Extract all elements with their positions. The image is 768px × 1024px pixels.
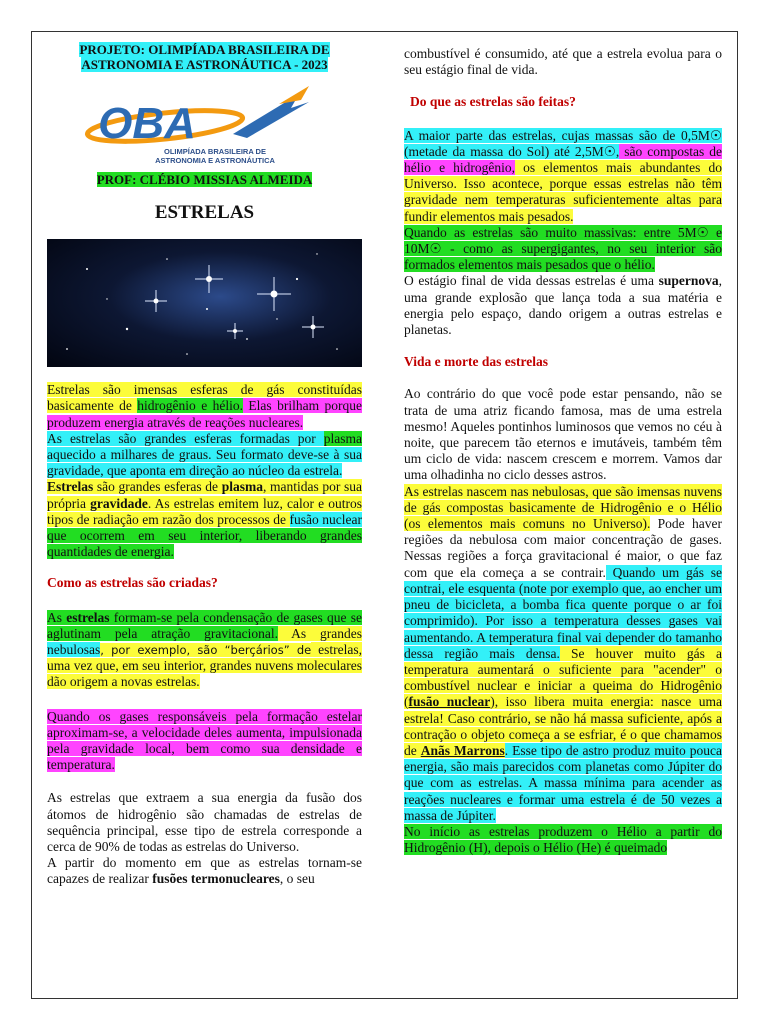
oba-logo (47, 78, 362, 170)
paragraph-intro: Estrelas são imensas esferas de gás constituídas basicamente de hidrogênio e hélio. Elas brilham porque produzem energia através de reações nucleares. (47, 382, 362, 430)
heading-criadas: Como as estrelas são criadas? (47, 575, 218, 591)
right-column (404, 46, 722, 856)
heading-feitas: Do que as estrelas são feitas? (410, 94, 576, 110)
paragraph-ciclo: Ao contrário do que você pode estar pensando, não se trata de uma atriz ficando famosa, mas de uma estrela mesmo! Aqueles pontinhos luminosos que vemos no céu à noite, que parecem tão eternos e imutáveis, também têm um ciclo de vida: nascem crescem e morrem. Vamos dar uma olhadinha no ciclo desses astros. (404, 386, 722, 483)
paragraph-composicao: A maior parte das estrelas, cujas massas são de 0,5M☉ (metade da massa do Sol) até 2,5M☉, são compostas de hélio e hidrogênio, os elementos mais abundantes do Universo. Isso acontece, porque essas estrelas não têm gravidade nem temperaturas suficientemente altas para fundir elementos mais pesados. (404, 127, 722, 224)
intro-block (47, 382, 362, 560)
paragraph-estrelas: Estrelas são grandes esferas de plasma, mantidas por sua própria gravidade. As estrelas emitem luz, calor e outros tipos de radiação em razão dos processos de fusão nuclear que ocorrem em seu interior, liberando grandes quantidades de energia. (47, 479, 362, 560)
svg-text:ASTRONOMIA E ASTRONÁUTICA: ASTRONOMIA E ASTRONÁUTICA (155, 156, 275, 165)
left-column (47, 42, 362, 888)
paragraph-nebulosas: As estrelas nascem nas nebulosas, que são imensas nuvens de gás compostas basicamente de Hidrogênio e o Hélio (os elementos mais comuns no Universo). Pode haver regiões da nebulosa com maior concentração de gases. Nessas regiões a força gravitacional é maior, o que faz com que ela começa a se contrair. Quando um gás se contrai, ele esquenta (note por exemplo que, ao encher um pneu de bicicleta, a bomba fica quente porque o ar foi comprimido). Por isso a temperatura desses gases vai aumentando. A temperatura final vai depender do tamanho dessa região mais densa. Se houver muito gás a temperatura aumentará o suficiente para "acender" o combustível nuclear e iniciar a queima do Hidrogênio (fusão nuclear), isso libera muita energia: nasce uma estrela! Caso contrário, se não há massa suficiente, após a contração o objeto começa a se esfriar, é o que chamamos de Anãs Marrons. Esse tipo de astro produz muito pouca energia, são mais parecidos com planetas como Júpiter do que com as estrelas. A massa mínima para acender as reações nucleares e formar uma estrela é de 50 vezes a massa de Júpiter. (404, 483, 723, 823)
project-title: PROJETO: OLIMPÍADA BRASILEIRA DE ASTRONOMIA E ASTRONÁUTICA - 2023 (79, 42, 330, 72)
paragraph-supernova: O estágio final de vida dessas estrelas é uma supernova, uma grande explosão que lança toda a sua matéria e energia pelo espaço, dando origem a outras estrelas e planetas. (404, 273, 722, 338)
paragraph-sequencia: As estrelas que extraem a sua energia da fusão dos átomos de hidrogênio são chamadas de estrelas de sequência principal, esse tipo de estrela corresponde a cerca de 90% de todas as estrelas do Universo. (47, 790, 362, 855)
paragraph-massivas: Quando as estrelas são muito massivas: entre 5M☉ e 10M☉ - como as supergigantes, no seu interior são formados elementos mais pesados que o hélio. (404, 224, 722, 273)
paragraph-formacao: As estrelas formam-se pela condensação de gases que se aglutinam pela atração gravitacional. As grandes nebulosas, por exemplo, são “berçários” de estrelas, uma vez que, em seu interior, grandes nuvens moleculares dão origem a novas estrelas. (47, 609, 362, 690)
paragraph-combustivel: combustível é consumido, até que a estrela evolua para o seu estágio final de vida. (404, 46, 722, 78)
paragraph-helio: No início as estrelas produzem o Hélio a partir do Hidrogênio (H), depois o Hélio (He) é queimado (404, 823, 722, 856)
page-title: ESTRELAS (154, 202, 255, 223)
starfield-image (47, 239, 362, 367)
paragraph-fusoes: A partir do momento em que as estrelas tornam-se capazes de realizar fusões termonucleares, o seu (47, 855, 362, 887)
paragraph-plasma: As estrelas são grandes esferas formadas por plasma aquecido a milhares de graus. Seu formato deve-se à sua gravidade, que aponta em direção ao núcleo da estrela. (47, 430, 362, 479)
paragraph-gases: Quando os gases responsáveis pela formação estelar aproximam-se, a velocidade deles aumenta, impulsionada pela gravidade local, bem como sua densidade e temperatura. (47, 708, 362, 773)
svg-text:OBA: OBA (98, 99, 196, 148)
svg-text:OLIMPÍADA BRASILEIRA DE: OLIMPÍADA BRASILEIRA DE (164, 147, 266, 156)
heading-vida-morte: Vida e morte das estrelas (404, 354, 548, 370)
professor-name: PROF: CLÉBIO MISSIAS ALMEIDA (96, 172, 313, 187)
